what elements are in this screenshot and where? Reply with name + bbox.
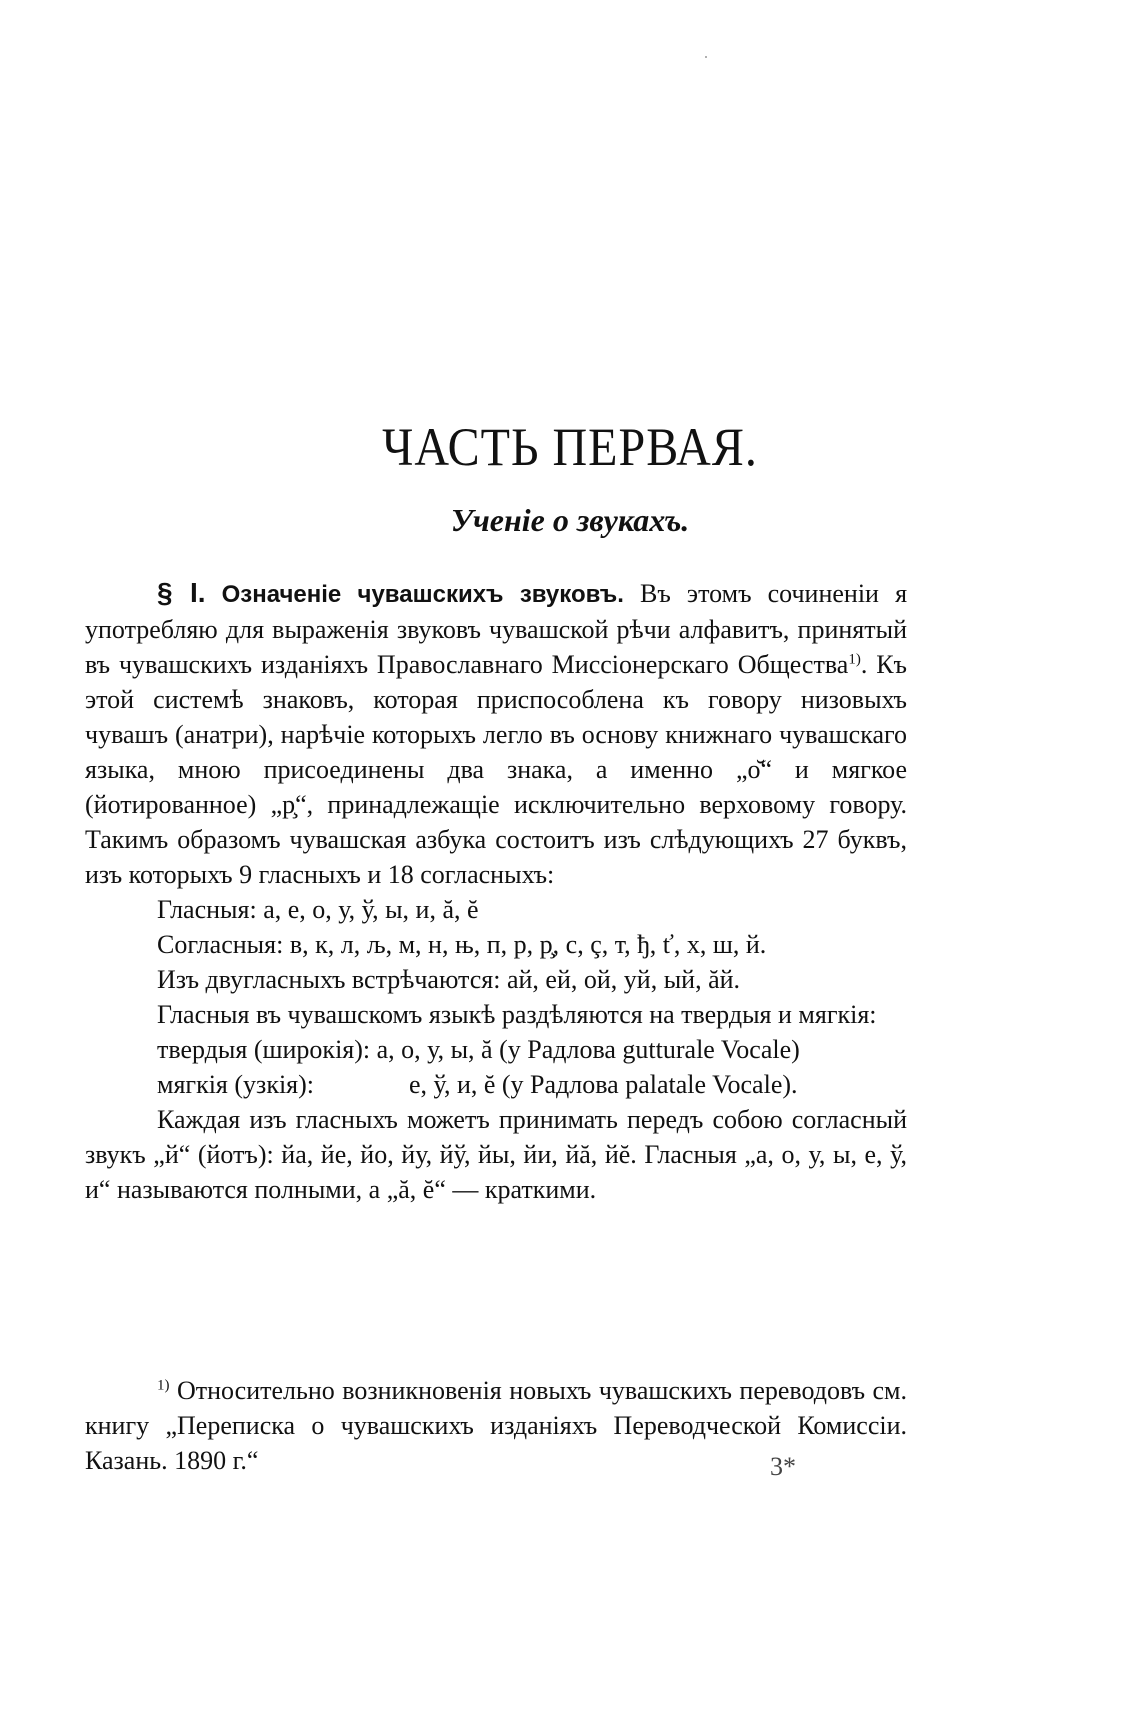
vowels-line [85,892,907,927]
section-title: Означеніе чувашскихъ звуковъ. [221,581,624,608]
section-paragraph-2: Гласныя въ чувашскомъ языкѣ раздѣляются на твердыя и мягкія: [157,1000,877,1029]
diphthongs-line [85,962,907,997]
section-sign: § I. [157,577,206,608]
consonants-list: в, к, л, љ, м, н, њ, п, р, р̧, с, ç, т, ђ, ť, х, ш, й. [289,930,767,959]
section-paragraph-1 [85,575,907,892]
footnote-text: Относительно возникновенія новыхъ чувашскихъ переводовъ см. книгу „Переписка о чувашскихъ изданіяхъ Переводческой Комиссіи. Казань. 1890 г.“ [85,1376,908,1475]
footnote-reference[interactable]: 1) [848,651,861,668]
section-paragraph-3: Каждая изъ гласныхъ можетъ принимать передъ собою согласный звукъ „й“ (йотъ): йа, йе, йо, йу, йў, йы, йи, йă, йĕ. Гласныя „а, о, у, ы, е, ў, и“ называются полными, а „ă, ĕ“ — краткими. [85,1105,907,1204]
hard-vowels-label: твердыя (широкія): [157,1035,371,1064]
hard-vowels-list: а, о, у, ы, ă (у Радлова gutturale Vocale) [376,1035,800,1064]
vowels-list: а, е, о, у, ў, ы, и, ă, ĕ [263,895,479,924]
chapter-subtitle: Ученіе о звукахъ. [450,502,690,538]
hard-vowels-line [85,1032,907,1067]
page-number: 3* [770,1452,796,1481]
vowels-label: Гласныя: [157,895,257,924]
section-body [85,575,907,1207]
consonants-label: Согласныя: [157,930,284,959]
soft-vowels-label: мягкія (узкія): [157,1070,315,1099]
footnote-marker: 1) [157,1377,170,1394]
diphthongs-list: ай, ей, ой, уй, ый, ăй. [506,965,741,994]
consonants-line [85,927,907,962]
soft-vowels-line [85,1067,907,1102]
part-title: ЧАСТЬ ПЕРВАЯ. [382,417,758,478]
scan-speck [705,56,707,58]
paragraph-text-continued: . Къ этой системѣ знаковъ, которая приспособлена къ говору низовыхъ чувашъ (анатри), нарѣчіе которыхъ легло въ основу книжнаго чувашскаго языка, мною присоединены два знака, а именно „о̆“ и мягкое (йотированное) „р̧“, принадлежащіе исключительно верховому говору. Такимъ образомъ чувашская азбука состоитъ изъ слѣдующихъ 27 буквъ, изъ которыхъ 9 гласныхъ и 18 согласныхъ: [85,650,907,889]
soft-vowels-list: е, ў, и, ĕ (у Радлова palatale Vocale). [409,1070,798,1099]
paragraph-text: Въ этомъ сочиненіи я употребляю для выраженія звуковъ чувашской рѣчи алфавитъ, принятый въ чувашскихъ изданіяхъ Православнаго Миссіонерскаго Общества [85,579,908,679]
diphthongs-label: Изъ двугласныхъ встрѣчаются: [157,965,501,994]
